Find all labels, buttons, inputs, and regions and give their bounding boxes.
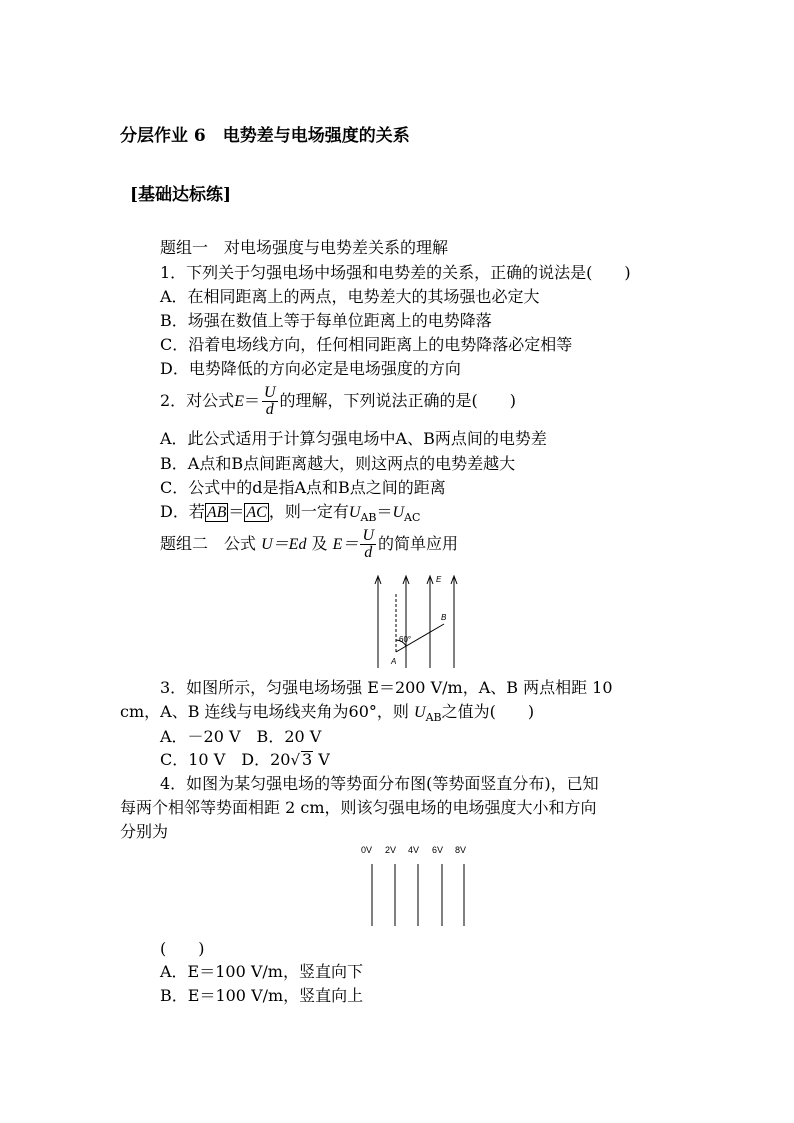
q4-answer-paren: ( ) <box>160 939 205 958</box>
section-heading: [基础达标练] <box>130 185 232 205</box>
label-2v: 2V <box>385 845 397 855</box>
label-b: B <box>441 613 447 622</box>
label-0v: 0V <box>361 845 373 855</box>
q1-option-b: B．场强在数值上等于每单位距离上的电势降落 <box>160 311 492 330</box>
q4-line2: 每两个相邻等势面相距 2 cm，则该匀强电场的电场强度大小和方向 <box>120 798 597 817</box>
q4-line1: 4．如图为某匀强电场的等势面分布图(等势面竖直分布)，已知 <box>160 774 599 793</box>
q2-option-c: C．公式中的d是指A点和B点之间的距离 <box>160 478 446 497</box>
q1-option-c: C．沿着电场线方向，任何相同距离上的电势降落必定相等 <box>160 335 573 354</box>
group1-heading: 题组一 对电场强度与电势差关系的理解 <box>160 238 449 257</box>
q1-option-d: D．电势降低的方向必定是电场强度的方向 <box>160 359 461 378</box>
q1-option-a: A．在相同距离上的两点，电势差大的其场强也必定大 <box>160 287 540 306</box>
q2-option-a: A．此公式适用于计算匀强电场中A、B两点间的电势差 <box>160 429 547 448</box>
q4-option-b: B．E＝100 V/m，竖直向上 <box>160 986 364 1005</box>
group2-heading: 题组二 公式 U＝Ed 及 E＝ $\frac{U}{d}$ 的简单应用 <box>160 527 459 561</box>
q1-stem: 1．下列关于匀强电场中场强和电势差的关系，正确的说法是( ) <box>160 263 631 282</box>
q3-option-cd: C．10 V D．20√ 3 V <box>160 750 330 769</box>
q2-stem: 2．对公式E＝ $\frac{U}{d}$ 的理解，下列说法正确的是( ) <box>160 384 517 418</box>
label-8v: 8V <box>455 845 467 855</box>
fraction-u-over-d: $\frac{U}{d}$ <box>362 527 374 561</box>
q3-option-ab: A．－20 V B．20 V <box>160 727 322 746</box>
q2-option-b: B．A点和B点间距离越大，则这两点的电势差越大 <box>160 454 516 473</box>
label-angle: 60° <box>399 635 412 644</box>
q4-line3: 分别为 <box>120 822 169 841</box>
label-4v: 4V <box>408 845 420 855</box>
q3-line1: 3．如图所示，匀强电场场强 E＝200 V/m，A、B 两点相距 10 <box>160 678 613 697</box>
figure-field-lines <box>370 572 460 672</box>
q4-option-a: A．E＝100 V/m，竖直向下 <box>160 962 363 981</box>
figure-equipotential <box>356 842 476 928</box>
label-e: E <box>436 575 442 584</box>
q2-option-d: D．若 AB ＝ AC ，则一定有$U_{AB}=U_{AC}$ <box>160 502 421 525</box>
label-6v: 6V <box>432 845 444 855</box>
page-title: 分层作业 6 电势差与电场强度的关系 <box>120 126 410 146</box>
label-a: A <box>391 657 397 666</box>
q3-line2: cm，A、B 连线与电场线夹角为60°，则 $U_{AB}$之值为( ) <box>120 702 535 725</box>
fraction-u-over-d: $\frac{U}{d}$ <box>263 384 276 418</box>
